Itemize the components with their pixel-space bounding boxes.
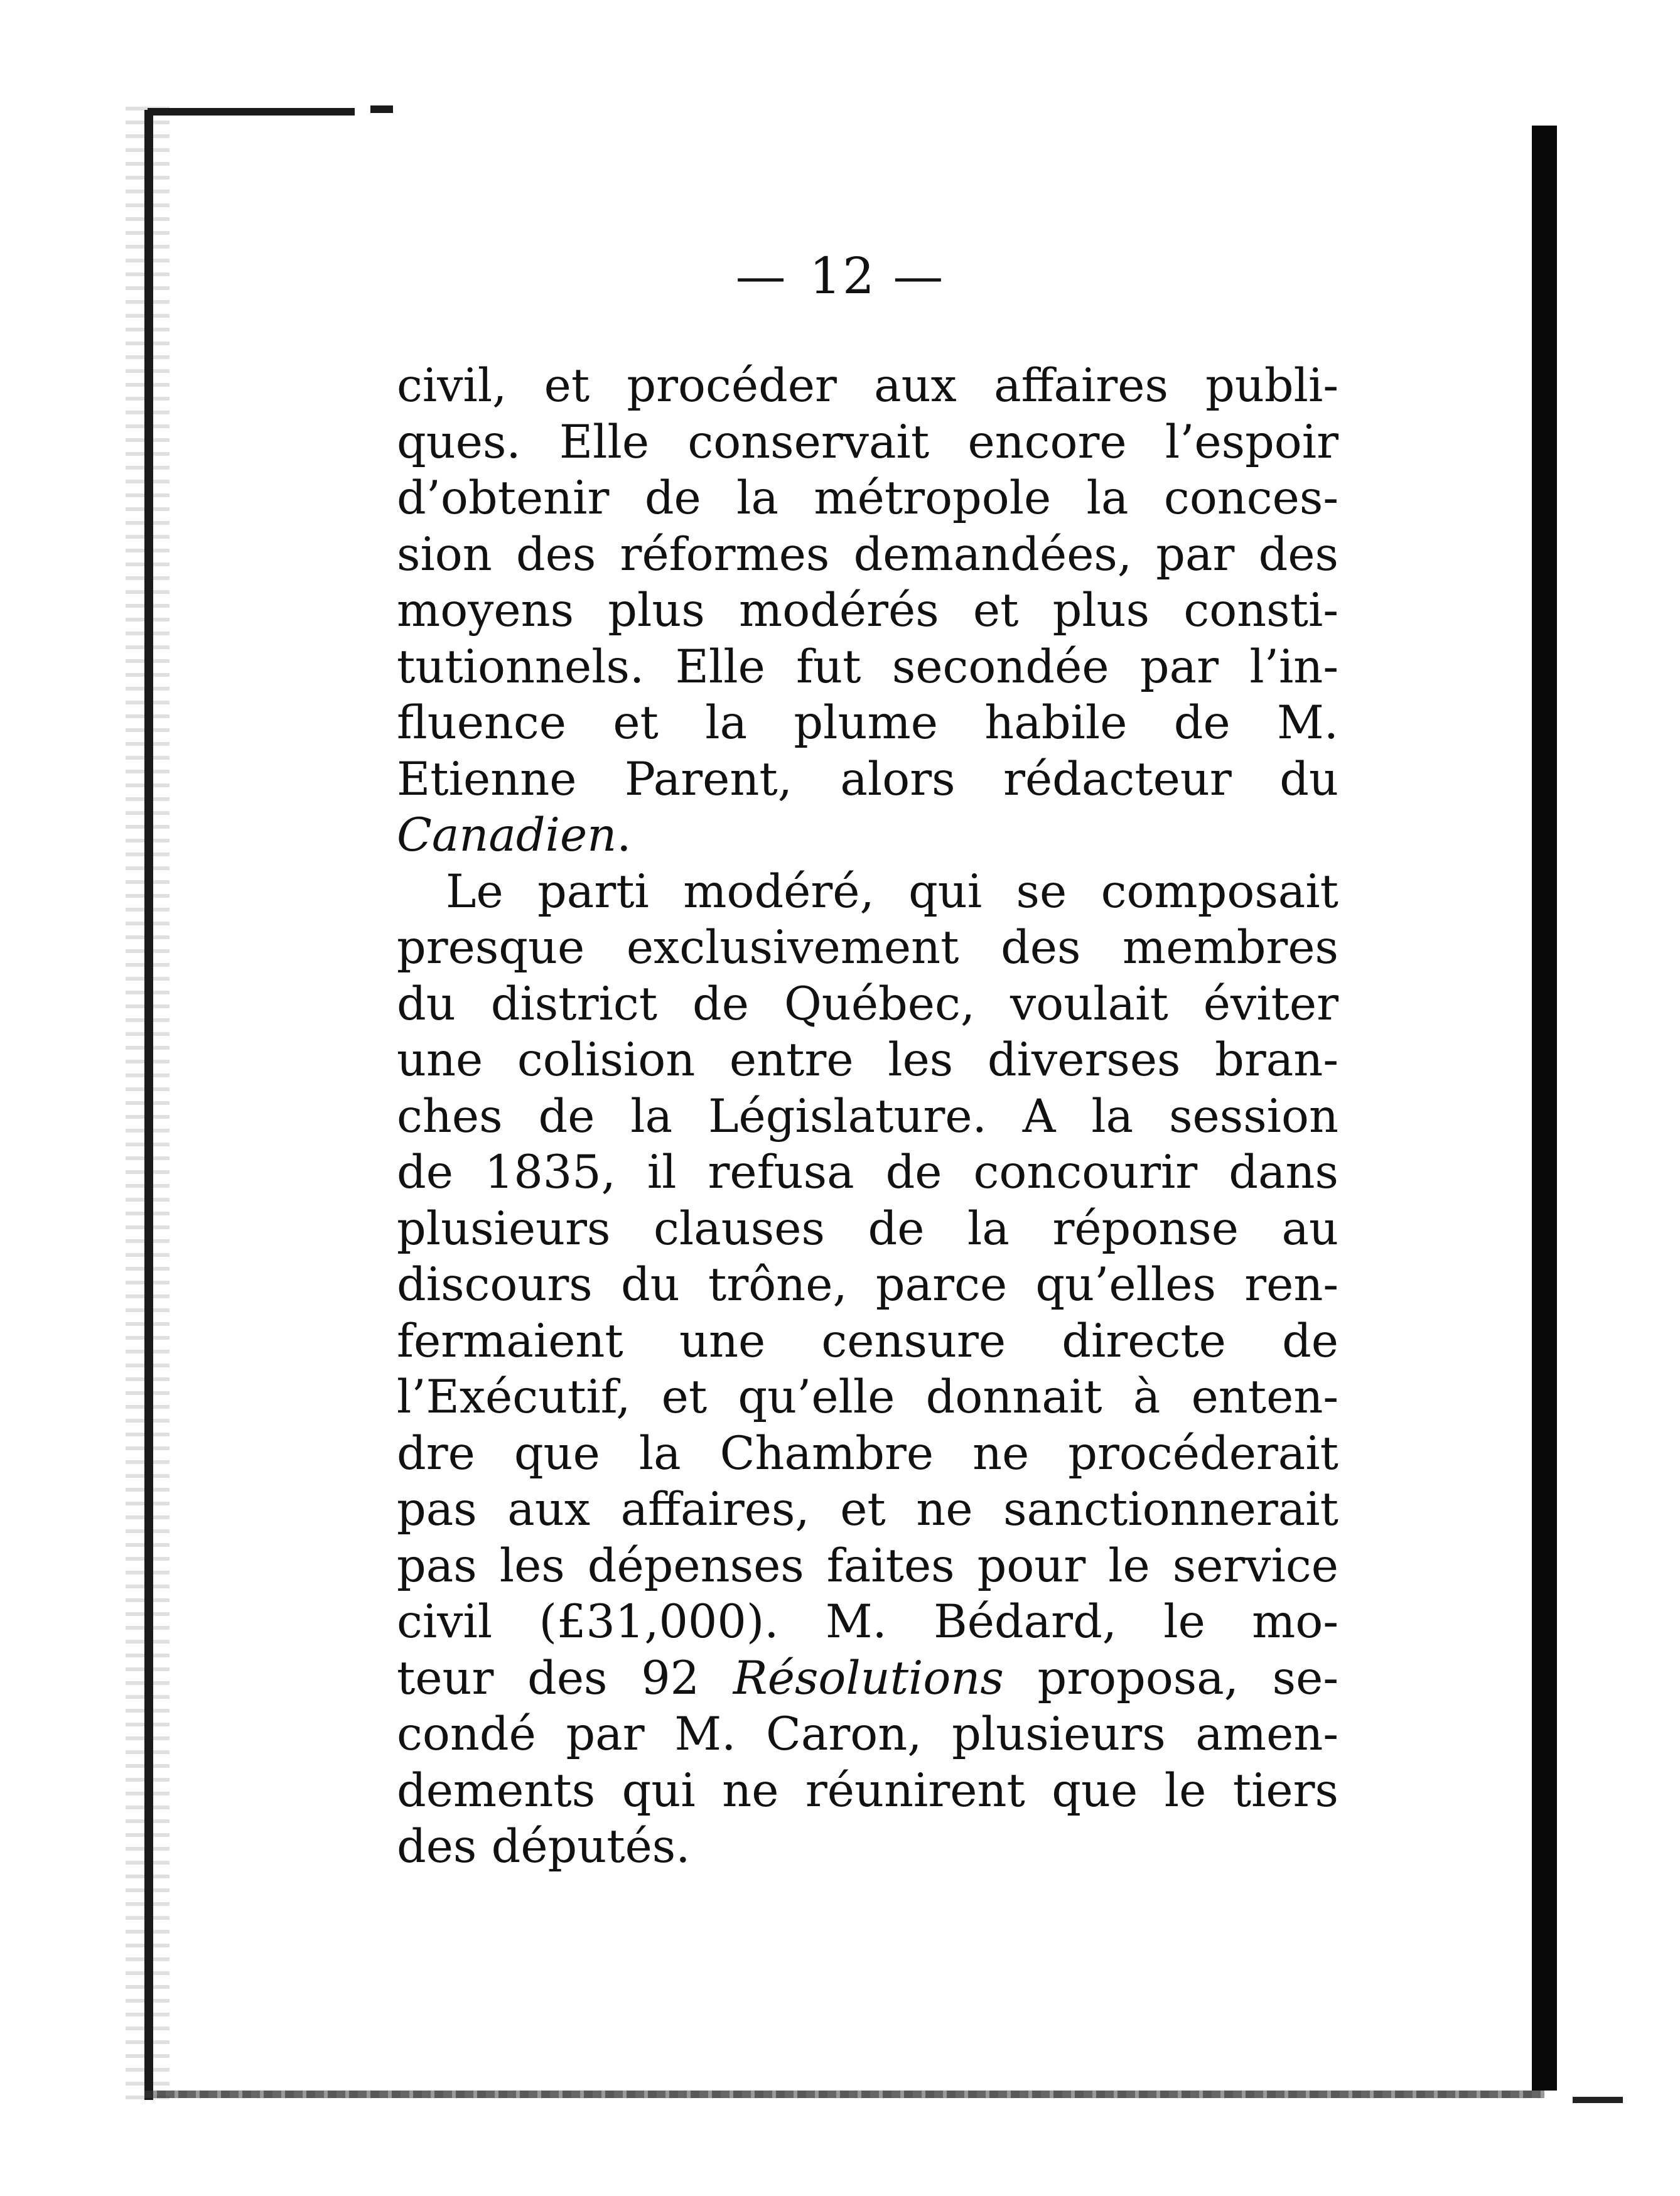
text-line: pas aux affaires, et ne sanctionnerait (397, 1483, 1338, 1536)
text-line: civil, et procéder aux affaires publi- (397, 359, 1338, 412)
text-line: de 1835, il refusa de concourir dans (397, 1146, 1338, 1199)
page-number-suffix: — (875, 247, 945, 305)
text-line (397, 1650, 1338, 1707)
bottom-page-border (144, 2091, 1544, 2098)
text-line: discours du trône, parce qu’elles ren- (397, 1258, 1338, 1311)
top-page-border (148, 108, 355, 116)
text-fragment: . (617, 809, 632, 862)
text-line (397, 807, 1338, 864)
text-line: ches de la Législature. A la session (397, 1089, 1338, 1143)
text-line: moyens plus modérés et plus consti- (397, 584, 1338, 637)
text-line: fermaient une censure directe de (397, 1314, 1338, 1368)
page-number (0, 248, 1680, 304)
italic-resolutions-title: Résolutions (733, 1651, 1004, 1705)
text-line: condé par M. Caron, plusieurs amen- (397, 1708, 1338, 1761)
text-line: une colision entre les diverses bran- (397, 1033, 1338, 1087)
right-page-border (1532, 126, 1557, 2091)
top-border-mark (370, 105, 393, 113)
page-number-value: 12 (809, 247, 876, 305)
text-line: tutionnels. Elle fut secondée par l’in- (397, 640, 1338, 694)
text-line: ques. Elle conservait encore l’espoir (397, 415, 1338, 469)
text-line: civil (£31,000). M. Bédard, le mo- (397, 1595, 1338, 1649)
text-line: l’Exécutif, et qu’elle donnait à enten- (397, 1370, 1338, 1424)
text-line: du district de Québec, voulait éviter (397, 977, 1338, 1031)
text-line: Le parti modéré, qui se composait (446, 864, 1338, 918)
text-line: presque exclusivement des membres (397, 921, 1338, 974)
text-line: fluence et la plume habile de M. (397, 696, 1338, 750)
text-line: dre que la Chambre ne procéderait (397, 1426, 1338, 1480)
text-line: Etienne Parent, alors rédacteur du (397, 752, 1338, 806)
text-line: pas les dépenses faites pour le service (397, 1539, 1338, 1593)
text-line: plusieurs clauses de la réponse au (397, 1202, 1338, 1256)
text-fragment: teur des 92 (397, 1651, 733, 1705)
text-line: dements qui ne réunirent que le tiers (397, 1763, 1338, 1817)
text-fragment: proposa, se- (1003, 1651, 1338, 1705)
body-text (397, 358, 1338, 1875)
text-line: d’obtenir de la métropole la conces- (397, 471, 1338, 525)
text-line: des députés. (397, 1820, 691, 1873)
left-page-border (144, 110, 153, 2100)
bottom-right-mark (1573, 2097, 1623, 2103)
page-number-prefix: — (735, 247, 805, 305)
italic-newspaper-title: Canadien (397, 809, 617, 862)
text-line: sion des réformes demandées, par des (397, 527, 1338, 581)
